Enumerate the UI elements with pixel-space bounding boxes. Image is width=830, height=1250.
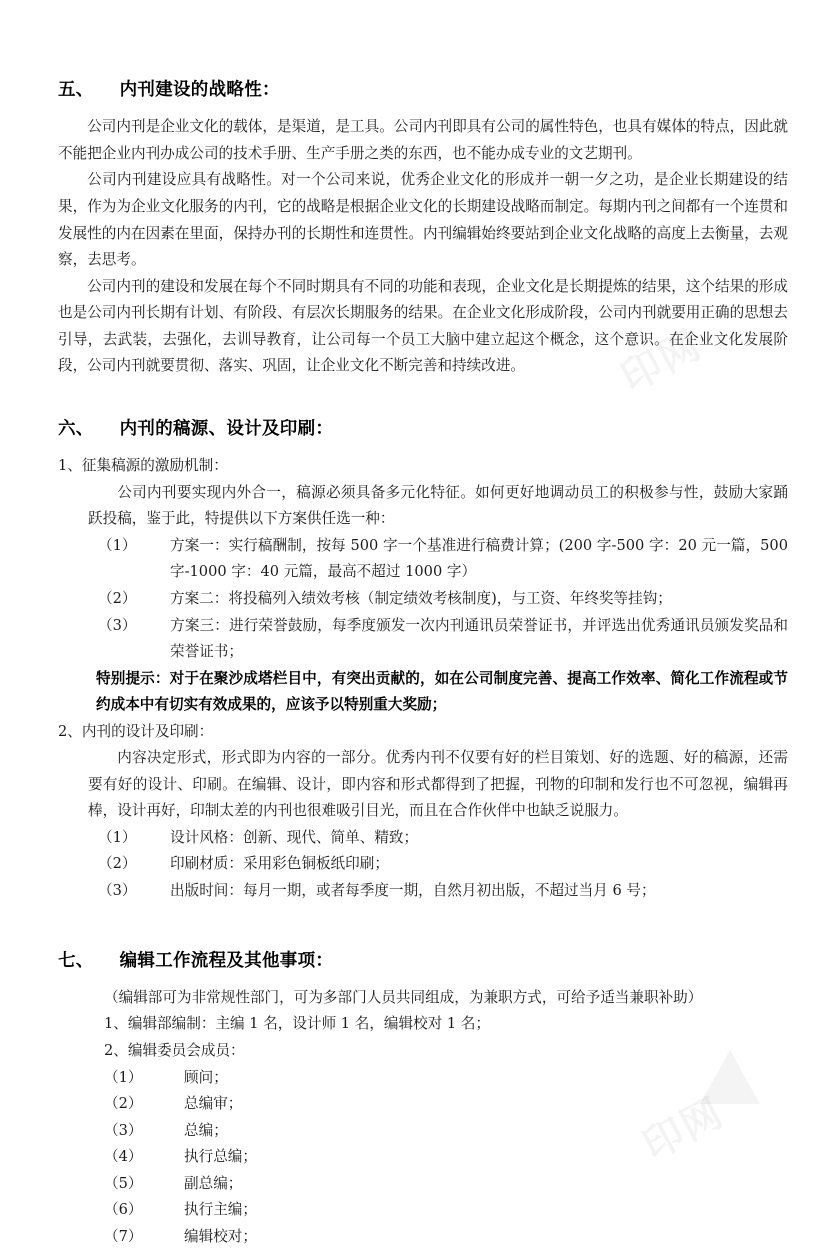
list-item-level2 [58, 1065, 788, 1092]
heading-title: 内刊的稿源、设计及印刷： [119, 418, 334, 439]
heading-section-five [58, 78, 788, 103]
list-item-level2 [58, 1197, 788, 1224]
heading-section-seven [58, 949, 788, 974]
list-marker: （5） [104, 1174, 143, 1192]
list-item-level2 [58, 851, 788, 878]
list-item-text: 总编审； [184, 1095, 243, 1113]
heading-number: 七、 [58, 950, 94, 971]
heading-section-six [58, 417, 788, 442]
list-item-text: 副总编； [184, 1174, 243, 1192]
list-item-label: 内刊的设计及印刷： [81, 722, 214, 740]
list-item-text: 编辑校对； [184, 1227, 257, 1245]
list-marker: （2） [98, 855, 137, 873]
list-item-level2 [58, 1144, 788, 1171]
list-marker: （7） [104, 1227, 143, 1245]
list-item-level1 [58, 453, 788, 480]
section-note: （编辑部可为非常规性部门，可为多部门人员共同组成，为兼职方式，可给予适当兼职补助） [104, 988, 703, 1006]
list-item-level2 [58, 613, 788, 666]
list-marker: 1、 [58, 457, 82, 475]
list-marker: （3） [98, 881, 137, 899]
list-item-text: 方案二：将投稿列入绩效考核（制定绩效考核制度)，与工资、年终奖等挂钩； [170, 589, 672, 607]
heading-title: 编辑工作流程及其他事项： [119, 950, 334, 971]
list-marker: （1） [98, 536, 137, 554]
list-item-text: 出版时间：每月一期，或者每季度一期，自然月初出版，不超过当月 6 号； [170, 881, 656, 899]
list-item-text: 顾问； [184, 1068, 228, 1086]
heading-number: 六、 [58, 418, 94, 439]
list-item-level2 [58, 533, 788, 586]
list-marker: （2） [104, 1095, 143, 1113]
list-item-level2 [58, 1171, 788, 1198]
list-item-text: 方案一：实行稿酬制，按每 500 字一个基准进行稿费计算；(200 字-500 字：20 元一篇，500 字-1000 字：40 元篇，最高不超过 1000 字） [170, 536, 788, 581]
heading-title: 内刊建设的战略性： [119, 80, 280, 100]
list-item-text: 执行主编； [184, 1201, 257, 1219]
paragraph: 公司内刊是企业文化的载体，是渠道，是工具。公司内刊即具有公司的属性特色，也具有媒体的特点，因此就不能把企业内刊办成公司的技术手册、生产手册之类的东西，也不能办成专业的文艺期刊。 [58, 118, 788, 162]
list-item-text: 设计风格：创新、现代、简单、精致； [170, 828, 419, 846]
list-marker: （1） [98, 828, 137, 846]
list-item-text: 总编； [184, 1121, 228, 1139]
list-item-label: 征集稿源的激励机制： [81, 457, 228, 475]
list-item-level2 [58, 878, 788, 905]
list-marker: 2、 [58, 722, 82, 740]
list-marker: （3） [98, 616, 137, 634]
list-marker: （2） [98, 589, 137, 607]
special-notice: 特别提示：对于在聚沙成塔栏目中，有突出贡献的，如在公司制度完善、提高工作效率、简化工作流程或节约成本中有切实有效成果的，应该予以特别重大奖励； [96, 669, 788, 714]
paragraph: 公司内刊建设应具有战略性。对一个公司来说，优秀企业文化的形成并一朝一夕之功，是企业长期建设的结果，作为为企业文化服务的内刊，它的战略是根据企业文化的长期建设战略而制定。每期内刊之间都有一个连贯和发展性的内在因素在里面，保持办刊的长期性和连贯性。内刊编辑始终要站到企业文化战略的高度上去衡量，去观察，去思考。 [58, 171, 788, 269]
list-item-level2 [58, 1091, 788, 1118]
heading-number: 五、 [58, 80, 94, 100]
list-item-level2 [58, 825, 788, 852]
list-item-level1: 2、编辑委员会成员： [104, 1041, 245, 1059]
list-item-level2 [58, 1224, 788, 1250]
list-marker: （4） [104, 1148, 143, 1166]
list-marker: （3） [104, 1121, 143, 1139]
list-item-level2 [58, 1118, 788, 1145]
list-item-level2 [58, 586, 788, 613]
document-content [58, 78, 788, 1250]
paragraph: 公司内刊要实现内外合一，稿源必须具备多元化特征。如何更好地调动员工的积极参与性，鼓励大家踊跃投稿，鉴于此，特提供以下方案供任选一种： [88, 483, 788, 528]
list-marker: （6） [104, 1201, 143, 1219]
list-item-text: 印刷材质：采用彩色铜板纸印刷； [170, 855, 389, 873]
list-item-level1 [58, 719, 788, 746]
paragraph: 内容决定形式，形式即为内容的一部分。优秀内刊不仅要有好的栏目策划、好的选题、好的稿源，还需要有好的设计、印刷。在编辑、设计，即内容和形式都得到了把握，刊物的印制和发行也不可忽视，编辑再棒，设计再好，印制太差的内刊也很难吸引目光，而且在合作伙伴中也缺乏说服力。 [88, 749, 788, 820]
list-item-text: 执行总编； [184, 1148, 257, 1166]
list-item-text: 方案三：进行荣誉鼓励，每季度颁发一次内刊通讯员荣誉证书，并评选出优秀通讯员颁发奖品和荣誉证书； [170, 616, 788, 661]
list-marker: （1） [104, 1068, 143, 1086]
paragraph: 公司内刊的建设和发展在每个不同时期具有不同的功能和表现，企业文化是长期提炼的结果，这个结果的形成也是公司内刊长期有计划、有阶段、有层次长期服务的结果。在企业文化形成阶段，公司内刊就要用正确的思想去引导，去武装，去强化，去训导教育，让公司每一个员工大脑中建立起这个概念，这个意识。在企业文化发展阶段，公司内刊就要贯彻、落实、巩固，让企业文化不断完善和持续改进。 [58, 277, 788, 375]
list-item-level1: 1、编辑部编制：主编 1 名，设计师 1 名，编辑校对 1 名； [104, 1015, 491, 1033]
